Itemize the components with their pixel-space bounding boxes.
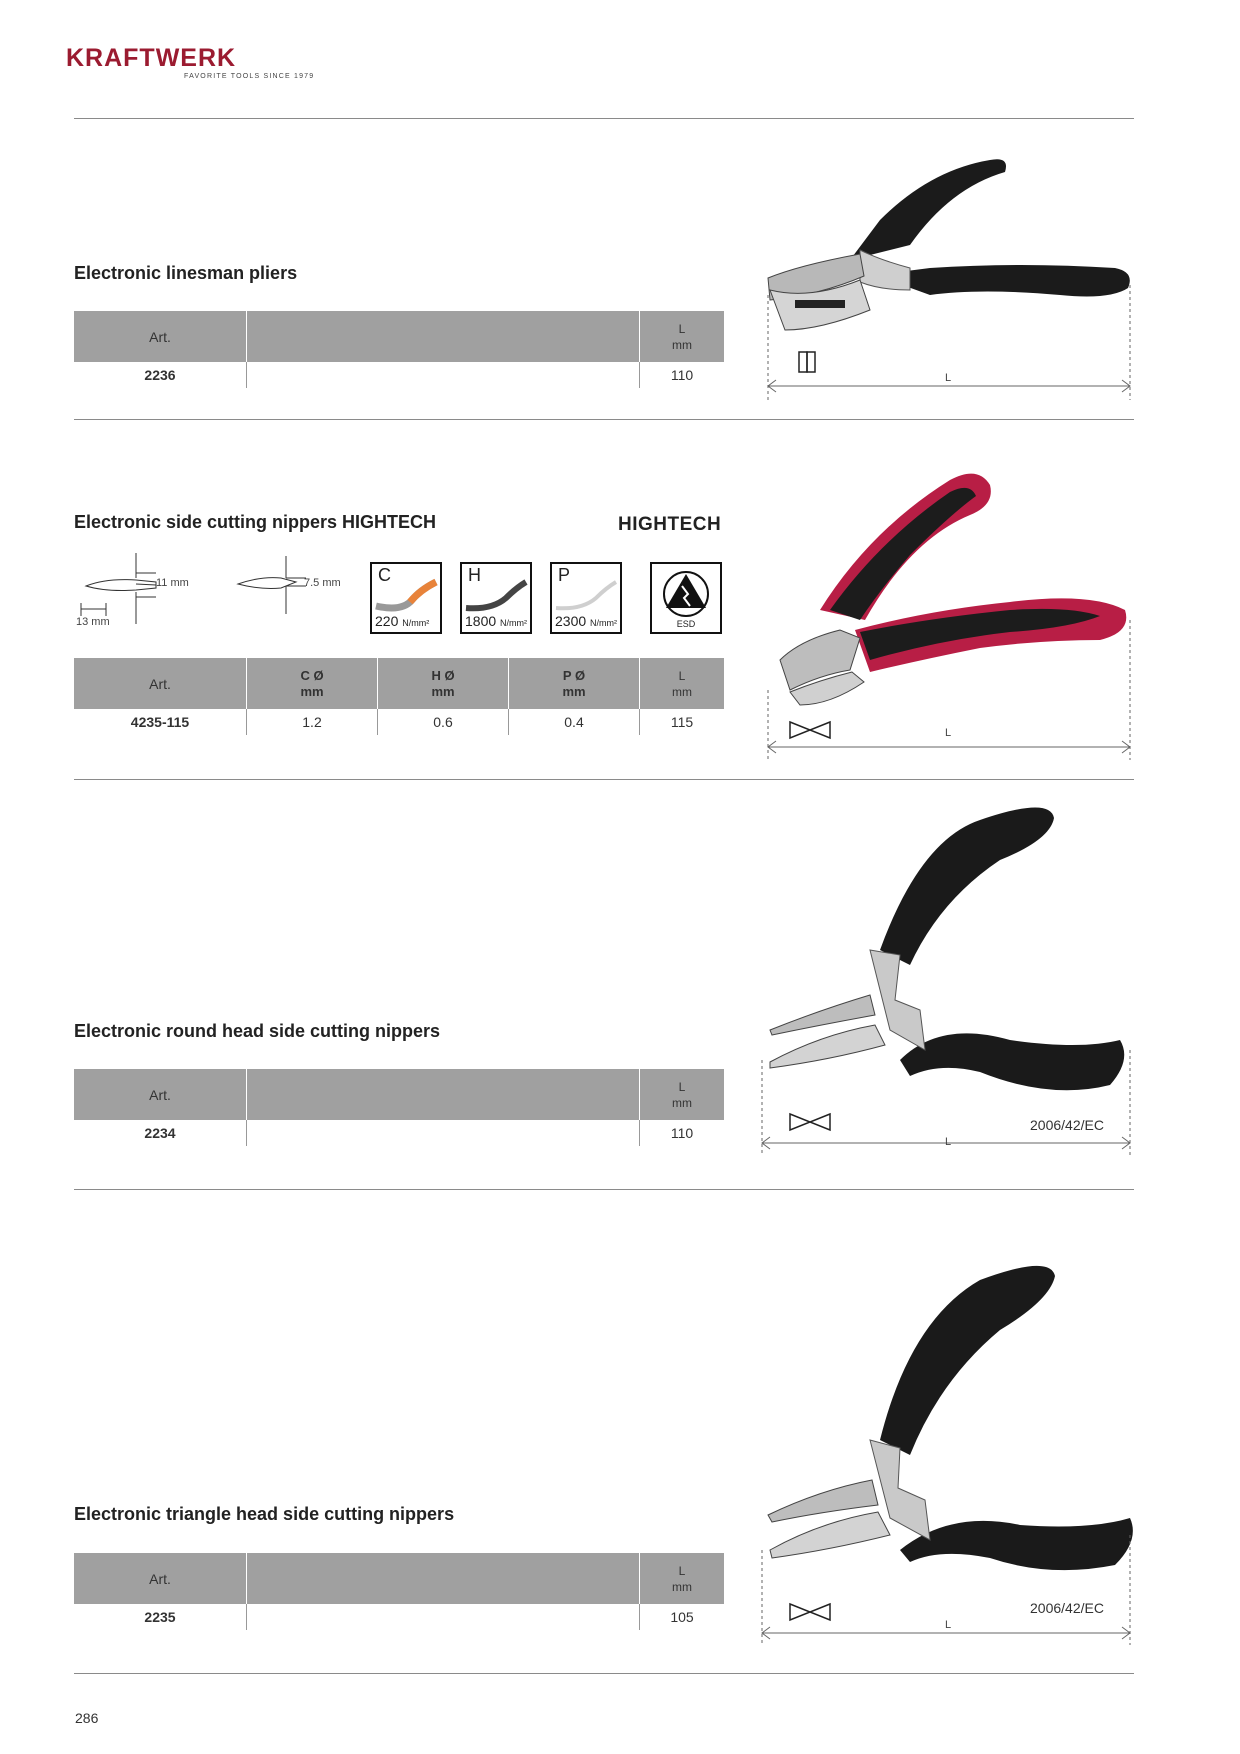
- col-art: Art.: [74, 658, 247, 709]
- length-value: 110: [640, 362, 725, 388]
- spec-table: [74, 658, 724, 735]
- divider: [74, 118, 1134, 119]
- product-title: Electronic linesman pliers: [74, 263, 298, 283]
- art-number: 2235: [144, 1609, 176, 1625]
- col-copper: C Ø mm: [247, 658, 378, 709]
- length-value: 105: [640, 1604, 725, 1630]
- hard-value: 0.6: [378, 709, 509, 735]
- nippers-image: [750, 800, 1140, 1160]
- divider: [74, 1673, 1134, 1674]
- length-label: L: [945, 372, 952, 384]
- product-title: Electronic side cutting nippers HIGHTECH: [74, 512, 437, 532]
- spec-table: [74, 1553, 724, 1630]
- spec-table: [74, 1069, 724, 1146]
- col-art: Art.: [74, 1069, 247, 1120]
- tip-thickness-label: 7.5 mm: [304, 577, 341, 589]
- copper-value: 1.2: [247, 709, 378, 735]
- page-number: 286: [75, 1710, 99, 1726]
- art-number: 4235-115: [130, 714, 190, 730]
- jaw-length-label: 11 mm: [156, 577, 189, 589]
- table-row: [74, 1604, 724, 1630]
- material-piano-wire-icon: P 2300 N/mm²: [550, 562, 622, 634]
- length-value: 115: [640, 709, 725, 735]
- table-row: [74, 362, 724, 388]
- divider: [74, 1189, 1134, 1190]
- standard-label: 2006/42/EC: [1030, 1600, 1104, 1616]
- material-copper-icon: C 220 N/mm²: [370, 562, 442, 634]
- col-length: L mm: [640, 658, 725, 709]
- divider: [74, 779, 1134, 780]
- hightech-badge: HIGHTECH: [618, 514, 722, 535]
- brand-name: KRAFTWERK: [66, 44, 237, 72]
- standard-label: 2006/42/EC: [1030, 1117, 1104, 1133]
- art-number: 2234: [144, 1125, 176, 1141]
- col-length: L mm: [640, 1069, 725, 1120]
- table-row: [74, 1120, 724, 1146]
- col-art: Art.: [74, 1553, 247, 1604]
- nippers-image: [760, 460, 1140, 760]
- tip-width-label: 13 mm: [76, 616, 110, 628]
- length-label: L: [945, 1619, 952, 1631]
- divider: [74, 419, 1134, 420]
- table-row: [74, 709, 724, 735]
- col-hard: H Ø mm: [378, 658, 509, 709]
- brand-tagline: FAVORITE TOOLS SINCE 1979: [184, 73, 315, 80]
- piano-value: 0.4: [509, 709, 640, 735]
- length-value: 110: [640, 1120, 725, 1146]
- col-piano: P Ø mm: [509, 658, 640, 709]
- esd-icon: ESD: [650, 562, 722, 634]
- product-title: Electronic round head side cutting nippers: [74, 1021, 441, 1041]
- material-hard-wire-icon: H 1800 N/mm²: [460, 562, 532, 634]
- art-number: 2236: [144, 367, 176, 383]
- nippers-image: [750, 1260, 1140, 1650]
- brand-logo: [66, 46, 314, 80]
- length-label: L: [945, 1136, 952, 1148]
- spec-table: [74, 311, 724, 388]
- col-length: L mm: [640, 1553, 725, 1604]
- pliers-image: [760, 150, 1140, 410]
- length-label: L: [945, 727, 952, 739]
- product-title: Electronic triangle head side cutting nippers: [74, 1504, 455, 1524]
- col-art: Art.: [74, 311, 247, 362]
- col-length: L mm: [640, 311, 725, 362]
